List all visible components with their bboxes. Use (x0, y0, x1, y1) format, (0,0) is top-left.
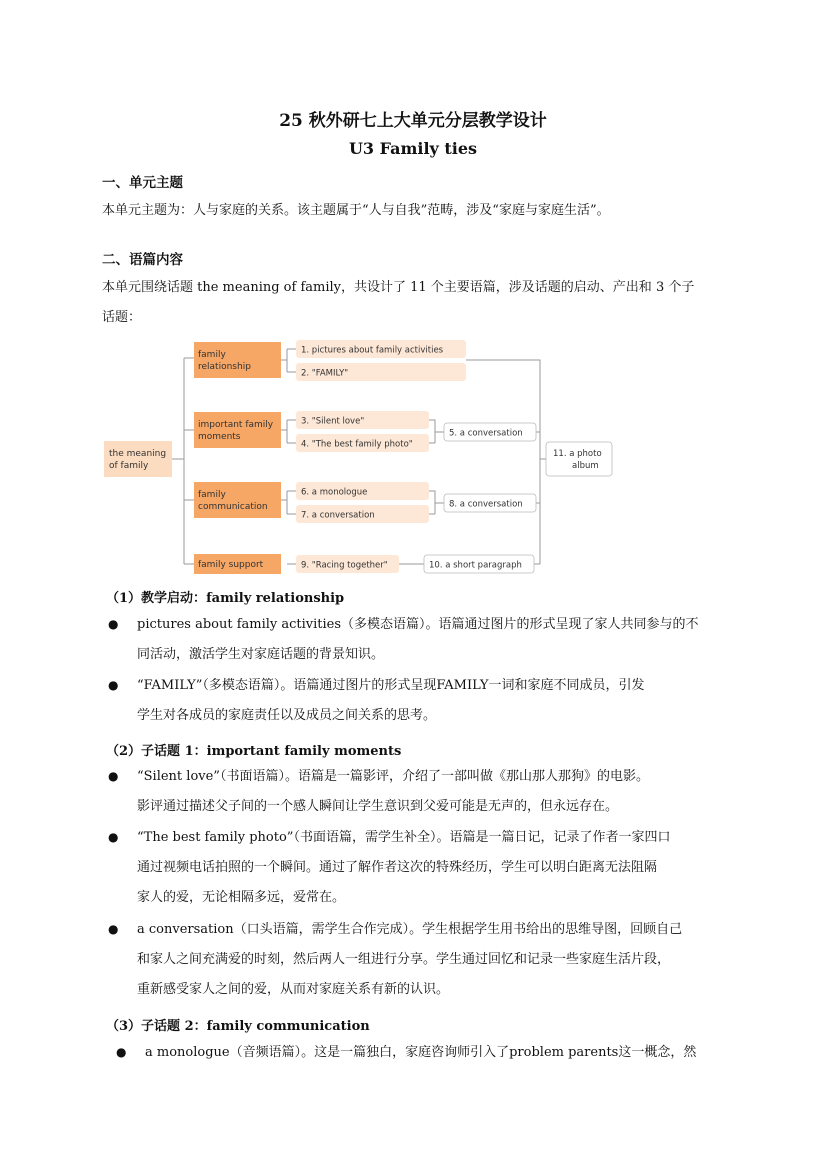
mindmap-category-1-label-2: relationship (198, 362, 251, 372)
bullet-icon: ● (108, 769, 119, 783)
document-subtitle: U3 Family ties (348, 139, 478, 158)
part-1-heading: （1）教学启动：family relationship (106, 591, 345, 606)
mindmap-category-important-family-moments (194, 412, 281, 448)
mindmap-item-9-label: 9. "Racing together" (301, 560, 388, 571)
mindmap-root-label-1: the meaning (109, 449, 167, 459)
mindmap-item-6-label: 6. a monologue (301, 487, 368, 498)
mindmap-root-node (104, 441, 172, 477)
mindmap-item-11-label-2: album (572, 461, 599, 471)
bullet-icon: ● (108, 617, 119, 631)
bullet-icon: ● (116, 1045, 127, 1059)
bullet-icon: ● (108, 678, 119, 692)
mindmap-category-3-label-1: family (198, 490, 226, 500)
bullet-icon: ● (108, 830, 119, 844)
part-2-bullet-2-line-3: 家人的爱，无论相隔多远，爱常在。 (137, 890, 346, 905)
mindmap-category-3-label-2: communication (198, 502, 268, 512)
mindmap-item-8-label: 8. a conversation (449, 499, 523, 510)
part-1-bullet-2-line-2: 学生对各成员的家庭责任以及成员之间关系的思考。 (137, 708, 437, 723)
section-2-heading: 二、语篇内容 (102, 252, 183, 268)
part-2-bullet-1-line-2: 影评通过描述父子间的一个感人瞬间让学生意识到父爱可能是无声的，但永远存在。 (137, 799, 619, 814)
part-2-heading: （2）子话题 1：important family moments (106, 744, 402, 759)
section-1-text: 本单元主题为：人与家庭的关系。该主题属于“人与自我”范畴，涉及“家庭与家庭生活”。 (102, 203, 610, 218)
mindmap-item-10-label: 10. a short paragraph (429, 560, 522, 571)
section-2-line-1: 本单元围绕话题 the meaning of family，共设计了 11 个主要语篇，涉及话题的启动、产出和 3 个子 (102, 280, 695, 295)
mindmap-category-4-label: family support (198, 560, 264, 570)
section-1-heading: 一、单元主题 (102, 175, 183, 191)
part-1-bullet-1-line-2: 同活动，激活学生对家庭话题的背景知识。 (137, 647, 385, 662)
mindmap-diagram (104, 338, 619, 574)
part-2-bullet-3-line-3: 重新感受家人之间的爱，从而对家庭关系有新的认识。 (137, 982, 450, 997)
mindmap-item-4-label: 4. "The best family photo" (301, 439, 413, 450)
mindmap-item-11-label-1: 11. a photo (553, 449, 602, 459)
mindmap-connectors (172, 349, 546, 564)
mindmap-category-1-label-1: family (198, 350, 226, 360)
part-2-bullet-2-line-1: “The best family photo”（书面语篇，需学生补全）。语篇是一篇日记，记录了作者一家四口 (137, 830, 671, 845)
part-2-bullet-3-line-2: 和家人之间充满爱的时刻，然后两人一组进行分享。学生通过回忆和记录一些家庭生活片段， (137, 952, 671, 967)
mindmap-category-family-communication (194, 482, 281, 518)
mindmap-item-2-label: 2. "FAMILY" (301, 368, 349, 379)
document-title: 25 秋外研七上大单元分层教学设计 (279, 111, 547, 131)
part-3-bullet-1-line-1: a monologue（音频语篇）。这是一篇独白，家庭咨询师引入了problem parents这一概念，然 (145, 1045, 697, 1060)
mindmap-category-2-label-2: moments (198, 432, 241, 442)
mindmap-item-5-label: 5. a conversation (449, 428, 523, 439)
mindmap-root-label-2: of family (109, 461, 149, 471)
part-3-heading: （3）子话题 2：family communication (106, 1019, 370, 1034)
mindmap-item-1-label: 1. pictures about family activities (301, 345, 444, 356)
part-2-bullet-3-line-1: a conversation（口头语篇，需学生合作完成）。学生根据学生用书给出的思维导图，回顾自己 (137, 922, 683, 937)
mindmap-item-7-label: 7. a conversation (301, 510, 375, 521)
part-2-bullet-1-line-1: “Silent love”（书面语篇）。语篇是一篇影评，介绍了一部叫做《那山那人那狗》的电影。 (137, 769, 649, 784)
mindmap-category-2-label-1: important family (198, 420, 274, 430)
part-1-bullet-2-line-1: “FAMILY”（多模态语篇）。语篇通过图片的形式呈现FAMILY一词和家庭不同成员，引发 (137, 678, 645, 693)
bullet-icon: ● (108, 922, 119, 936)
mindmap-category-family-relationship (194, 342, 281, 378)
section-2-line-2: 话题： (102, 310, 142, 325)
part-2-bullet-2-line-2: 通过视频电话拍照的一个瞬间。通过了解作者这次的特殊经历，学生可以明白距离无法阻隔 (137, 860, 658, 875)
part-1-bullet-1-line-1: pictures about family activities（多模态语篇）。语篇通过图片的形式呈现了家人共同参与的不 (137, 617, 699, 632)
mindmap-item-3-label: 3. "Silent love" (301, 416, 365, 427)
